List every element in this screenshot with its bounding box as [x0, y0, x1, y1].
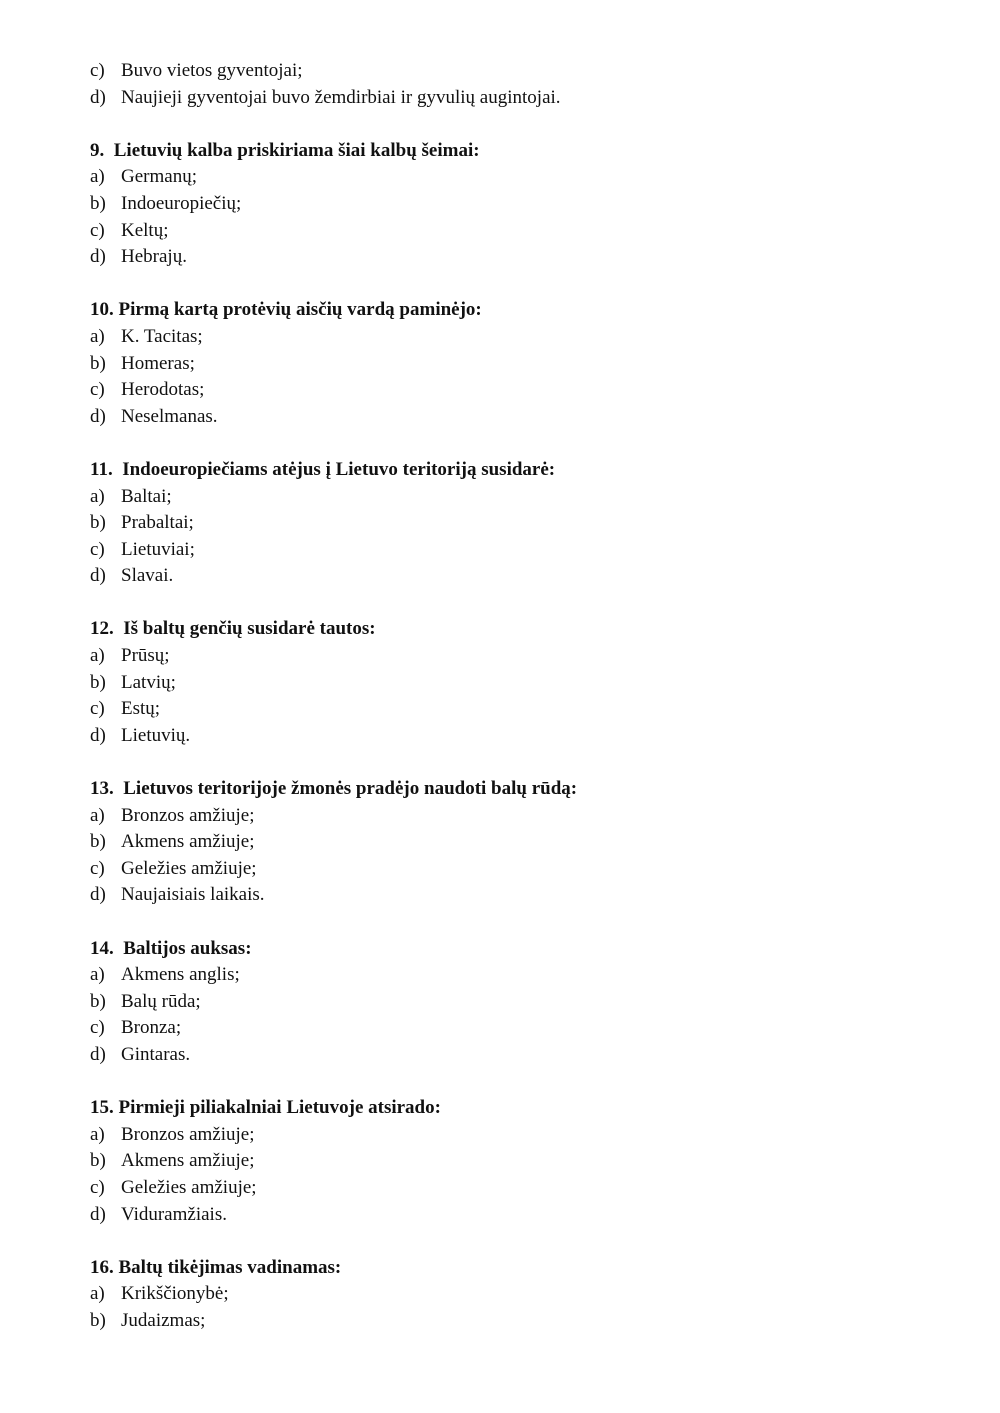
option-row — [90, 85, 1000, 112]
option-text: Lietuvių. — [121, 724, 191, 746]
option-row — [90, 803, 1000, 830]
option-letter: b) — [90, 1309, 106, 1331]
question-title: 9. Lietuvių kalba priskiriama šiai kalbų šeimai: — [90, 139, 480, 161]
option-text: Judaizmas; — [121, 1309, 206, 1331]
option-letter: c) — [90, 219, 105, 241]
option-letter: c) — [90, 379, 105, 401]
option-row — [90, 696, 1000, 723]
option-row — [90, 537, 1000, 564]
question-block — [90, 616, 1000, 749]
question-block — [90, 297, 1000, 430]
question-title: 13. Lietuvos teritorijoje žmonės pradėjo naudoti balų rūdą: — [90, 778, 578, 800]
option-row — [90, 377, 1000, 404]
option-row — [90, 1308, 1000, 1335]
option-row — [90, 829, 1000, 856]
option-text: Bronzos amžiuje; — [121, 804, 255, 826]
option-text: Herodotas; — [121, 379, 205, 401]
option-row — [90, 351, 1000, 378]
option-letter: d) — [90, 405, 106, 427]
option-text: Lietuviai; — [121, 538, 195, 560]
question-block — [90, 1095, 1000, 1228]
option-text: Naujaisiais laikais. — [121, 884, 265, 906]
option-text: Baltai; — [121, 485, 172, 507]
option-text: Keltų; — [121, 219, 169, 241]
option-text: Estų; — [121, 698, 161, 720]
question-block — [90, 1255, 1000, 1335]
option-letter: b) — [90, 352, 106, 374]
option-text: Naujieji gyventojai buvo žemdirbiai ir gyvulių augintojai. — [121, 86, 561, 108]
continued-options — [90, 58, 1000, 111]
question-title: 10. Pirmą kartą protėvių aisčių vardą paminėjo: — [90, 299, 482, 321]
option-text: Homeras; — [121, 352, 195, 374]
option-letter: a) — [90, 964, 105, 986]
option-row — [90, 1042, 1000, 1069]
option-text: K. Tacitas; — [121, 325, 203, 347]
option-row — [90, 484, 1000, 511]
option-row — [90, 218, 1000, 245]
option-text: Viduramžiais. — [121, 1203, 227, 1225]
option-letter: b) — [90, 192, 106, 214]
option-letter: b) — [90, 512, 106, 534]
option-text: Buvo vietos gyventojai; — [121, 60, 303, 81]
option-text: Geležies amžiuje; — [121, 857, 257, 879]
option-row — [90, 404, 1000, 431]
option-letter: b) — [90, 990, 106, 1012]
option-text: Indoeuropiečių; — [121, 192, 242, 214]
question-block — [90, 457, 1000, 590]
option-letter: c) — [90, 538, 105, 560]
option-row — [90, 1148, 1000, 1175]
option-letter: c) — [90, 857, 105, 879]
option-letter: c) — [90, 698, 105, 720]
option-row — [90, 58, 1000, 85]
question-title: 11. Indoeuropiečiams atėjus į Lietuvo teritoriją susidarė: — [90, 458, 556, 480]
option-row — [90, 856, 1000, 883]
option-letter: d) — [90, 1043, 106, 1065]
option-row — [90, 962, 1000, 989]
option-letter: c) — [90, 1017, 105, 1039]
option-text: Bronza; — [121, 1017, 182, 1039]
option-text: Germanų; — [121, 166, 197, 188]
option-letter: a) — [90, 1283, 105, 1305]
option-text: Akmens amžiuje; — [121, 1150, 255, 1172]
option-text: Gintaras. — [121, 1043, 191, 1065]
option-letter: d) — [90, 724, 106, 746]
option-letter: b) — [90, 1150, 106, 1172]
option-row — [90, 882, 1000, 909]
option-text: Latvių; — [121, 671, 176, 693]
option-letter: a) — [90, 485, 105, 507]
option-letter: a) — [90, 166, 105, 188]
option-row — [90, 191, 1000, 218]
option-row — [90, 1281, 1000, 1308]
option-text: Hebrajų. — [121, 246, 187, 268]
option-letter: a) — [90, 1123, 105, 1145]
option-letter: a) — [90, 645, 105, 667]
option-letter: b) — [90, 671, 106, 693]
question-block — [90, 936, 1000, 1069]
option-text: Bronzos amžiuje; — [121, 1123, 255, 1145]
option-letter: d) — [90, 1203, 106, 1225]
option-row — [90, 989, 1000, 1016]
question-title: 14. Baltijos auksas: — [90, 937, 252, 959]
option-text: Prabaltai; — [121, 512, 194, 534]
option-row — [90, 1122, 1000, 1149]
option-row — [90, 1202, 1000, 1229]
option-text: Slavai. — [121, 565, 174, 587]
option-text: Geležies amžiuje; — [121, 1176, 257, 1198]
option-letter: d) — [90, 86, 106, 108]
option-text: Balų rūda; — [121, 990, 201, 1012]
question-title: 16. Baltų tikėjimas vadinamas: — [90, 1256, 342, 1278]
option-text: Akmens amžiuje; — [121, 831, 255, 853]
option-letter: b) — [90, 831, 106, 853]
option-row — [90, 324, 1000, 351]
option-row — [90, 670, 1000, 697]
option-row — [90, 563, 1000, 590]
question-title: 15. Pirmieji piliakalniai Lietuvoje atsirado: — [90, 1097, 441, 1119]
option-letter: a) — [90, 804, 105, 826]
option-row — [90, 510, 1000, 537]
option-row — [90, 1015, 1000, 1042]
option-letter: d) — [90, 246, 106, 268]
option-row — [90, 723, 1000, 750]
option-text: Prūsų; — [121, 645, 170, 667]
question-title: 12. Iš baltų genčių susidarė tautos: — [90, 618, 376, 640]
option-letter: c) — [90, 60, 105, 81]
option-row — [90, 244, 1000, 271]
option-row — [90, 643, 1000, 670]
option-row — [90, 164, 1000, 191]
option-row — [90, 1175, 1000, 1202]
option-letter: d) — [90, 884, 106, 906]
option-letter: c) — [90, 1176, 105, 1198]
option-text: Neselmanas. — [121, 405, 218, 427]
option-letter: d) — [90, 565, 106, 587]
option-letter: a) — [90, 325, 105, 347]
option-text: Akmens anglis; — [121, 964, 240, 986]
option-text: Krikščionybė; — [121, 1283, 229, 1305]
question-block — [90, 138, 1000, 271]
question-block — [90, 776, 1000, 909]
